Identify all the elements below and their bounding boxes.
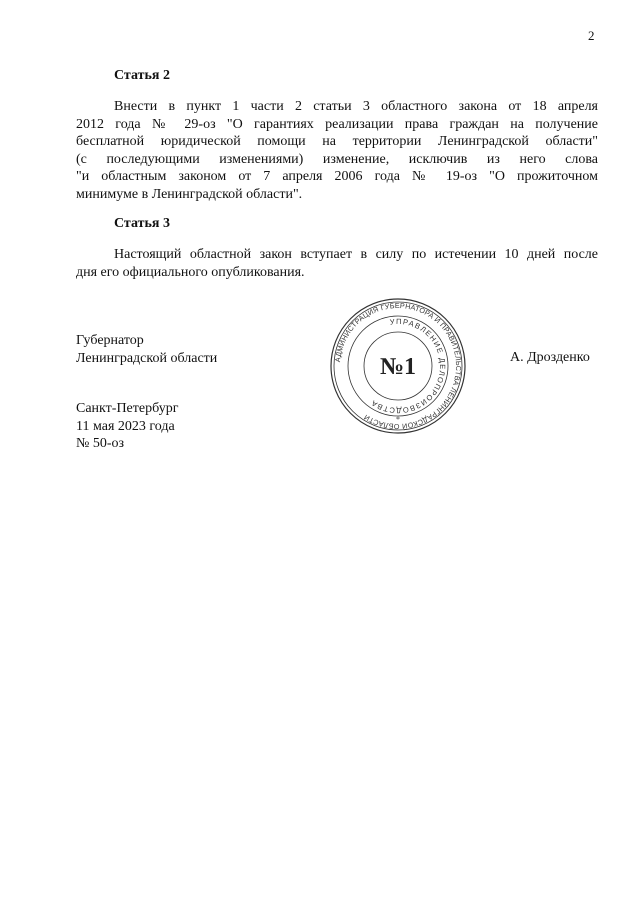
article-3-text: [76, 246, 598, 281]
signer-name: А. Дрозденко: [510, 350, 590, 365]
law-number: № 50-оз: [76, 436, 125, 451]
page-number: 2: [588, 28, 595, 43]
article-2-line: 2012 года № 29-оз "О гарантиях реализации права граждан на получение: [76, 116, 598, 132]
article-2-line: бесплатной юридической помощи на территории Ленинградской области": [76, 134, 598, 149]
stamp-number: №1: [379, 354, 417, 380]
article-2-line: (с последующими изменениями) изменение, исключив из него слова: [76, 151, 598, 167]
signing-details: [76, 400, 178, 453]
article-3-line: Настоящий областной закон вступает в силу по истечении 10 дней после: [114, 247, 598, 262]
stamp-outer-text: АДМИНИСТРАЦИЯ ГУБЕРНАТОРА И ПРАВИТЕЛЬСТВА ЛЕНИНГРАДСКОЙ ОБЛАСТИ: [333, 300, 464, 432]
stamp-inner-text: УПРАВЛЕНИЕ ДЕЛОПРОИЗВОДСТВА: [368, 316, 448, 416]
article-2-line: минимуме в Ленинградской области".: [76, 186, 303, 202]
signer-title: [76, 332, 217, 367]
signing-city: Санкт-Петербург: [76, 401, 179, 416]
signing-date: 11 мая 2023 года: [76, 418, 175, 434]
article-2-line: Внести в пункт 1 части 2 статьи 3 областного закона от 18 апреля: [114, 99, 598, 114]
article-3-heading: Статья 3: [114, 216, 170, 231]
official-stamp: [328, 296, 468, 436]
article-2-heading: Статья 2: [114, 68, 170, 83]
signer-title-line: Ленинградской области: [76, 350, 218, 366]
signer-title-line: Губернатор: [76, 333, 144, 348]
article-3-line: дня его официального опубликования.: [76, 264, 305, 280]
article-2-text: [76, 98, 598, 203]
stamp-star-icon: *: [396, 415, 400, 424]
article-2-line: "и областным законом от 7 апреля 2006 года № 19-оз "О прожиточном: [76, 169, 598, 184]
